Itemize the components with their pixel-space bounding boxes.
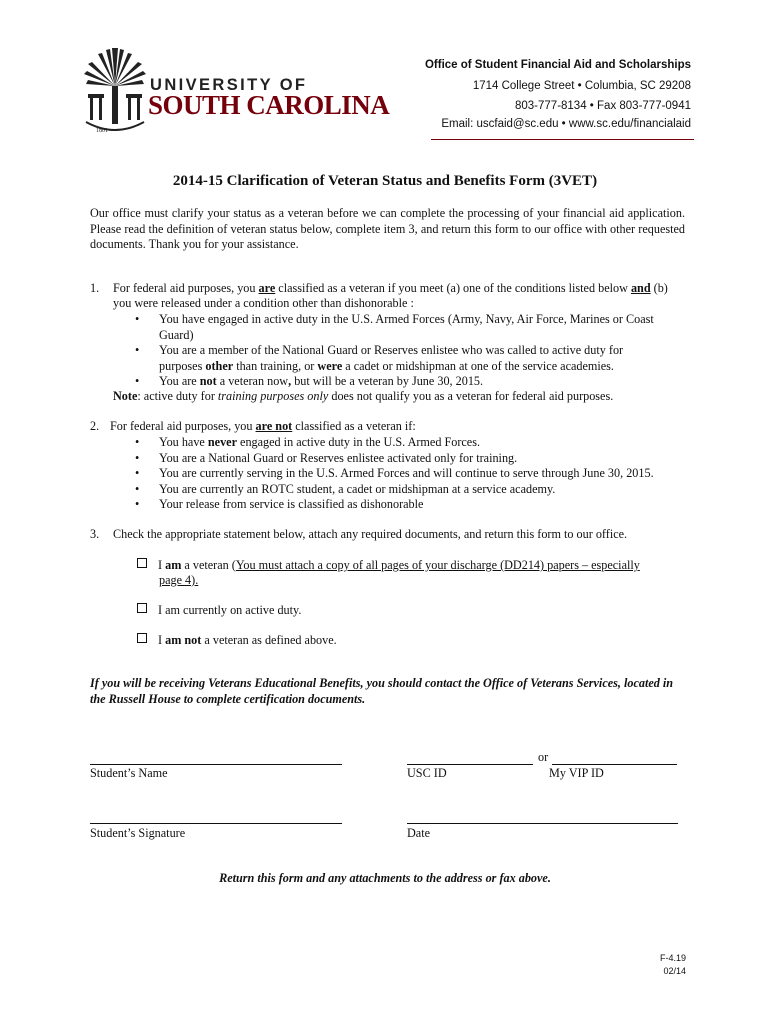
office-email-website: Email: uscfaid@sc.edu • www.sc.edu/financialaid <box>441 118 691 130</box>
item1-bullet-2: • You are a member of the National Guard or Reserves enlistee who was called to active duty for purposes other than training, or were a cadet or midshipman at one of the service academies. <box>135 343 624 373</box>
student-signature-label: Student’s Signature <box>90 826 186 840</box>
item2-bullet-4: • You are currently an ROTC student, a cadet or midshipman at a service academy. <box>135 482 556 496</box>
option-am-veteran-line2: page 4). <box>159 573 199 587</box>
item1-bullet-1: • You have engaged in active duty in the U.S. Armed Forces (Army, Navy, Air Force, Marines or Coast Guard) <box>135 312 654 342</box>
university-name-line2: SOUTH CAROLINA <box>148 90 390 120</box>
return-instructions: Return this form and any attachments to the address or fax above. <box>219 871 551 885</box>
option-not-veteran[interactable]: I am not a veteran as defined above. <box>137 633 337 649</box>
item2-bullet-2: • You are a National Guard or Reserves enlistee activated only for training. <box>135 451 518 465</box>
active-duty-checkbox[interactable] <box>137 603 147 613</box>
item3-lead: Check the appropriate statement below, attach any required documents, and return this form to our office. <box>113 527 628 541</box>
form-revision-date: 02/14 <box>663 966 686 976</box>
office-name: Office of Student Financial Aid and Scholarships <box>424 59 691 71</box>
item1-note: Note: active duty for training purposes only does not qualify you as a veteran for federal aid purposes. <box>113 389 614 403</box>
item3-number: 3. <box>90 527 100 541</box>
office-street-address: 1714 College Street • Columbia, SC 29208 <box>472 80 691 92</box>
student-name-label: Student’s Name <box>90 766 168 780</box>
option-am-veteran[interactable]: I am a veteran (You must attach a copy of all pages of your discharge (DD214) papers – especially <box>137 558 677 574</box>
usc-palmetto-seal-logo <box>82 46 148 138</box>
item2-lead: For federal aid purposes, you are not classified as a veteran if: <box>110 419 416 433</box>
veterans-benefits-notice: If you will be receiving Veterans Educational Benefits, you should contact the Office of Veterans Services, located in the Russell House to complete certification documents. <box>90 676 674 706</box>
not-veteran-checkbox[interactable] <box>137 633 147 643</box>
seal-year: 1801 <box>96 128 108 134</box>
item2-bullet-3: • You are currently serving in the U.S. Armed Forces and will continue to serve through June 30, 2015. <box>135 466 654 480</box>
office-phone-fax: 803-777-8134 • Fax 803-777-0941 <box>514 100 691 112</box>
university-name-line1: UNIVERSITY OF <box>150 76 308 94</box>
or-label: or <box>538 750 549 764</box>
usc-id-line[interactable] <box>407 764 533 765</box>
student-signature-line[interactable] <box>90 823 342 824</box>
veteran-checkbox[interactable] <box>137 558 147 568</box>
vip-id-label: My VIP ID <box>549 766 604 780</box>
form-title: 2014-15 Clarification of Veteran Status and Benefits Form (3VET) <box>172 173 598 189</box>
intro-paragraph: Our office must clarify your status as a veteran before we can complete the processing of your financial aid application. Please read the definition of veteran status below, complete item 3, and return this form to our office with other requested documents. Thank you for your assistance. <box>90 206 685 252</box>
option-active-duty[interactable]: I am currently on active duty. <box>137 603 301 619</box>
item1-bullet-3: • You are not a veteran now, but will be a veteran by June 30, 2015. <box>135 374 484 388</box>
item2-bullet-1: • You have never engaged in active duty in the U.S. Armed Forces. <box>135 435 481 449</box>
header-divider <box>431 139 694 140</box>
item1-lead: For federal aid purposes, you are classified as a veteran if you meet (a) one of the conditions listed below and (b) <box>113 281 668 295</box>
item1-lead-line2: you were released under a condition other than dishonorable : <box>113 296 414 310</box>
item2-number: 2. <box>90 419 100 433</box>
usc-id-label: USC ID <box>407 766 447 780</box>
student-name-line[interactable] <box>90 764 342 765</box>
vip-id-line[interactable] <box>552 764 677 765</box>
item1-number: 1. <box>90 281 100 295</box>
form-number: F-4.19 <box>659 953 686 963</box>
date-label: Date <box>407 826 431 840</box>
date-line[interactable] <box>407 823 678 824</box>
item2-bullet-5: • Your release from service is classified as dishonorable <box>135 497 424 511</box>
